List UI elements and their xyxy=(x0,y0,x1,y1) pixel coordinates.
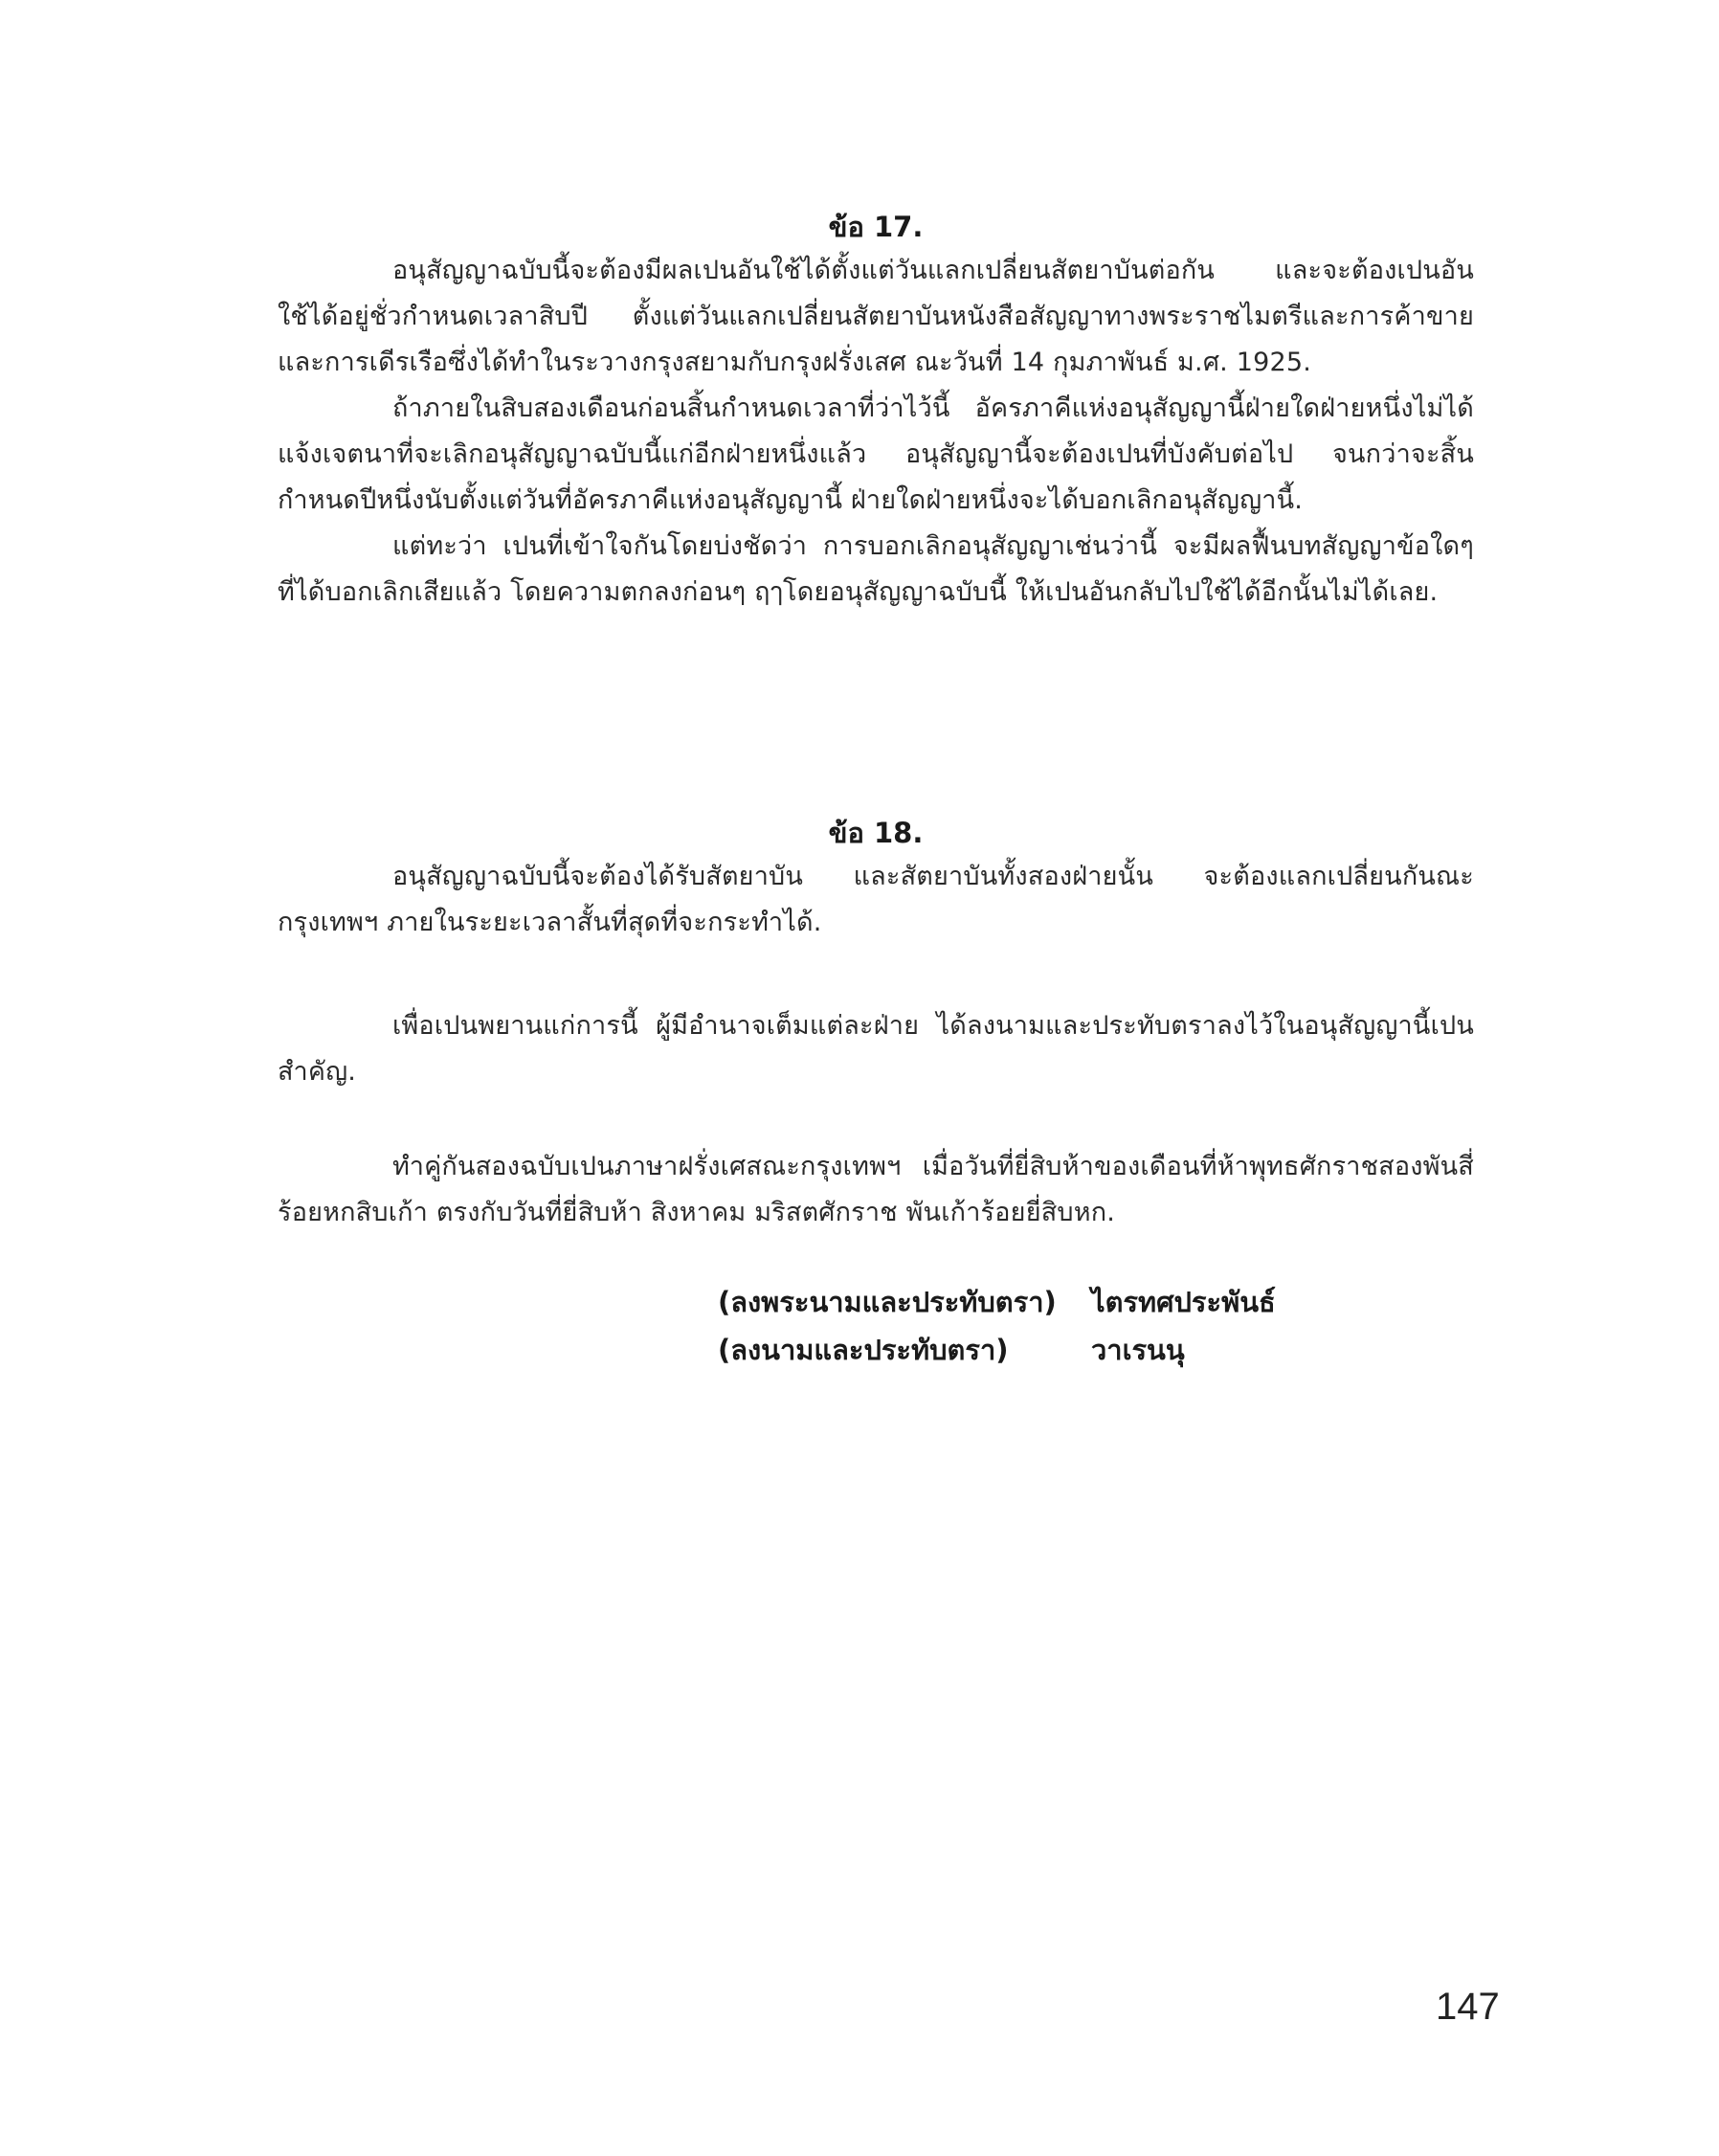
witness-section xyxy=(278,1003,1474,1095)
witness-paragraph: เพื่อเปนพยานแก่การนี้ ผู้มีอำนาจเต็มแต่ละฝ่าย ได้ลงนามและประทับตราลงไว้ในอนุสัญญานี้เปนสำคัญ. xyxy=(278,1011,1474,1087)
article-17-paragraph-1: อนุสัญญาฉบับนี้จะต้องมีผลเปนอันใช้ได้ตั้งแต่วันแลกเปลี่ยนสัตยาบันต่อกัน และจะต้องเปนอันใช้ได้อยู่ชั่วกำหนดเวลาสิบปี ตั้งแต่วันแลกเปลี่ยนสัตยาบันหนังสือสัญญาทางพระราชไมตรีและการค้าขายและการเดีรเรือซึ่งได้ทำในระวางกรุงสยามกับกรุงฝรั่งเสศ ณะวันที่ 14 กุมภาพันธ์ ม.ศ. 1925. xyxy=(278,256,1474,377)
page-number: 147 xyxy=(1436,1986,1500,2028)
signature-block xyxy=(718,1278,1388,1374)
signature-role: (ลงนามและประทับตรา) xyxy=(718,1334,1009,1366)
article-17-section xyxy=(278,206,1474,616)
article-17-paragraph-2: ถ้าภายในสิบสองเดือนก่อนสิ้นกำหนดเวลาที่ว่าไว้นี้ อัครภาคีแห่งอนุสัญญานี้ฝ่ายใดฝ่ายหนึ่งไม่ได้แจ้งเจตนาที่จะเลิกอนุสัญญาฉบับนี้แก่อีกฝ่ายหนึ่งแล้ว อนุสัญญานี้จะต้องเปนที่บังคับต่อไป จนกว่าจะสิ้นกำหนดปีหนึ่งนับตั้งแต่วันที่อัครภาคีแห่งอนุสัญญานี้ ฝ่ายใดฝ่ายหนึ่งจะได้บอกเลิกอนุสัญญานี้. xyxy=(278,393,1474,515)
article-17-heading: ข้อ 17. xyxy=(828,211,924,243)
article-18-paragraph-1: อนุสัญญาฉบับนี้จะต้องได้รับสัตยาบัน และสัตยาบันทั้งสองฝ่ายนั้น จะต้องแลกเปลี่ยนกันณะกรุงเทพฯ ภายในระยะเวลาสั้นที่สุดที่จะกระทำได้. xyxy=(278,862,1474,937)
done-at-section xyxy=(278,1144,1474,1236)
signatory-name: ไตรทศประพันธ์ xyxy=(1091,1286,1276,1318)
article-18-heading: ข้อ 18. xyxy=(828,817,924,849)
signature-row xyxy=(718,1278,1388,1326)
signatory-name: วาเรนนุ xyxy=(1091,1334,1185,1366)
article-17-paragraph-3: แต่ทะว่า เปนที่เข้าใจกันโดยบ่งชัดว่า การบอกเลิกอนุสัญญาเช่นว่านี้ จะมีผลฟื้นบทสัญญาข้อใดๆ ที่ได้บอกเลิกเสียแล้ว โดยความตกลงก่อนๆ ฤๅโดยอนุสัญญาฉบับนี้ ให้เปนอันกลับไปใช้ได้อีกนั้นไม่ได้เลย. xyxy=(278,531,1474,607)
done-at-paragraph: ทำคู่กันสองฉบับเปนภาษาฝรั่งเศสณะกรุงเทพฯ เมื่อวันที่ยี่สิบห้าของเดือนที่ห้าพุทธศักราชสองพันสี่ร้อยหกสิบเก้า ตรงกับวันที่ยี่สิบห้า สิงหาคม มริสตศักราช พันเก้าร้อยยี่สิบหก. xyxy=(278,1152,1474,1227)
signature-role: (ลงพระนามและประทับตรา) xyxy=(718,1286,1057,1318)
article-18-section xyxy=(278,812,1474,946)
signature-row xyxy=(718,1326,1388,1374)
